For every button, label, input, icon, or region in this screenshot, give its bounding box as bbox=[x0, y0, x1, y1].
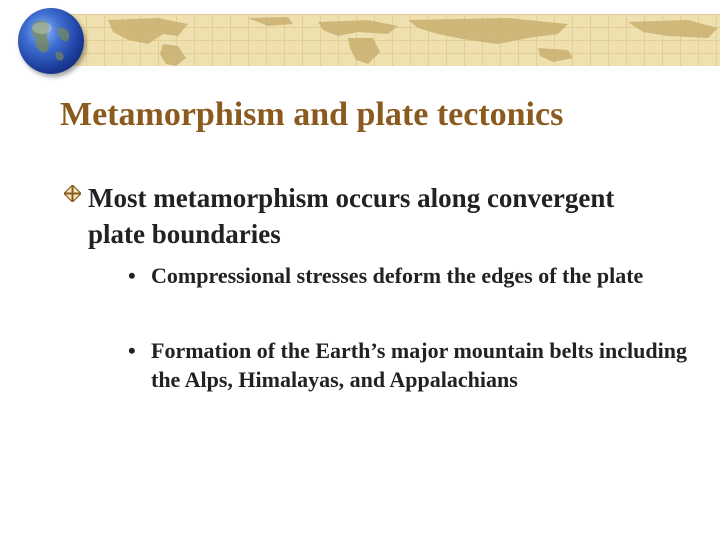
sub-bullet bbox=[128, 336, 688, 394]
world-map-land bbox=[68, 14, 720, 66]
sub-bullet-dot: • bbox=[128, 338, 136, 363]
sub-bullet-text: Compressional stresses deform the edges of the plate bbox=[151, 263, 644, 288]
sub-bullet bbox=[128, 261, 688, 290]
sub-bullet-text: Formation of the Earth’s major mountain belts including the Alps, Himalayas, and Appalachians bbox=[151, 338, 687, 392]
diamond-bullet-icon bbox=[64, 185, 81, 202]
sub-bullet-dot: • bbox=[128, 263, 136, 288]
world-map-banner bbox=[68, 14, 720, 66]
bullet-main-text: Most metamorphism occurs along convergent plate boundaries bbox=[88, 183, 615, 249]
globe-icon bbox=[18, 8, 84, 74]
slide-title: Metamorphism and plate tectonics bbox=[60, 96, 564, 133]
